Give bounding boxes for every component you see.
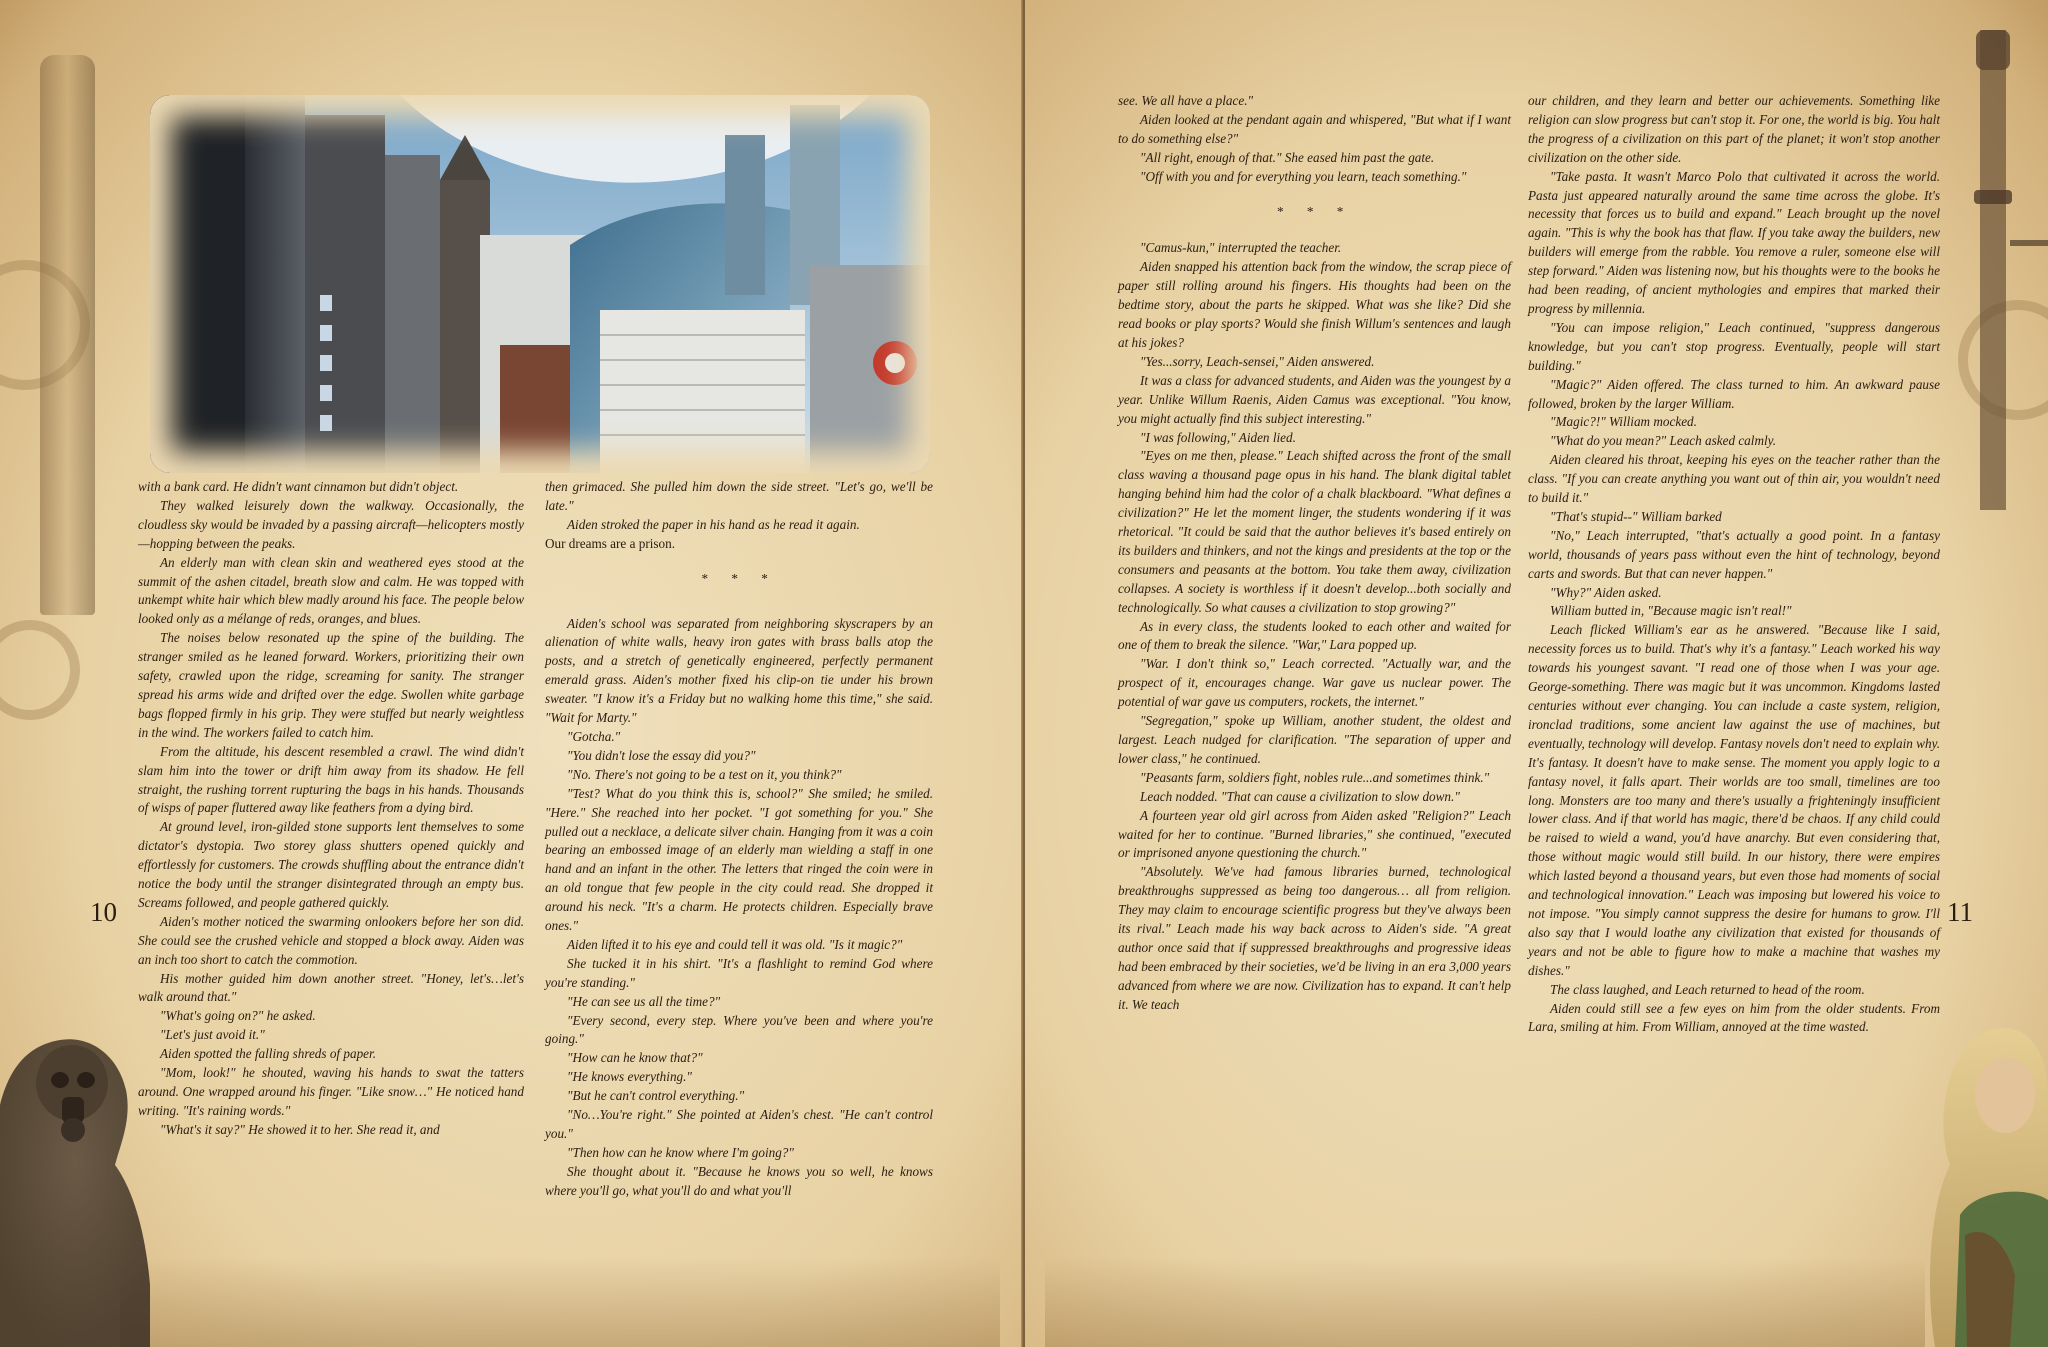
paragraph: "Why?" Aiden asked.: [1550, 584, 1662, 600]
text-column-2: [545, 478, 933, 1201]
paragraph: "Let's just avoid it.": [160, 1027, 265, 1043]
paragraph: with a bank card. He didn't want cinnamon but didn't object.: [138, 479, 459, 494]
paragraph: It was a class for advanced students, and Aiden was the youngest by a year. Unlike Willum Raenis, Aiden Camus was exceptional. "You know, you might actually find this subject interesting.": [1118, 372, 1511, 426]
paragraph: As in every class, the students looked to each other and waited for one of them to break the silence. "War," Lara popped up.: [1118, 618, 1511, 653]
scene-separator: * * *: [1276, 203, 1353, 219]
scene-separator: * * *: [700, 570, 778, 586]
paragraph: From the altitude, his descent resembled a crawl. The wind didn't slam him into the tower or drift him away from its shadow. He fell straight, the rushing torrent rupturing the bags in his hands. Thousands of wisps of paper fluttered away like feathers from a dying bird.: [138, 743, 524, 816]
paragraph: A fourteen year old girl across from Aiden asked "Religion?" Leach waited for her to continue. "Burned libraries," she continued, "executed or imprisoned anyone questioning the church.": [1118, 807, 1511, 861]
paragraph: Aiden snapped his attention back from the window, the scrap piece of paper still rolling around his fingers. His thoughts had been on the bedtime story, about the parts he skipped. What was she like? Did she read books or play sports? Would she finish Willum's sentences and laugh at his jokes?: [1118, 259, 1511, 350]
paragraph: "I was following," Aiden lied.: [1140, 429, 1296, 445]
paragraph: "Magic?!" William mocked.: [1550, 414, 1697, 430]
paragraph: "Peasants farm, soldiers fight, nobles rule...and sometimes think.": [1140, 769, 1490, 785]
paragraph: Aiden cleared his throat, keeping his eyes on the teacher rather than the class. "If you can create anything you want out of thin air, you wouldn't need to build it.": [1528, 452, 1940, 506]
paragraph: then grimaced. She pulled him down the side street. "Let's go, we'll be late.": [545, 479, 933, 513]
paragraph: "No…You're right." She pointed at Aiden's chest. "He can't control you.": [545, 1107, 933, 1141]
paragraph: Aiden spotted the falling shreds of paper.: [160, 1046, 376, 1062]
paragraph: "Take pasta. It wasn't Marco Polo that cultivated it across the world. Pasta just appeared naturally around the same time across the globe. It's necessity that forces us to build and expand." Leach brought up the novel again. "This is why the book has that flaw. If you take away the builders, new builders will emerge from the rabble. You remove a ruler, someone else will step forward." Aiden was listening now, but his thoughts were to the books he had been reading, of ancient mythologies and empires that marked their progress by millennia.: [1528, 168, 1940, 316]
paragraph: The noises below resonated up the spine of the building. The stranger smiled as he leaned forward. Workers, prioritizing their own safety, crawled upon the ridge, screaming for sanity. The stranger spread his arms wide and drifted over the edge. Swollen white garbage bags flopped firmly in his grip. They were stuffed but nearly weightless in the wind. The workers failed to catch him.: [138, 630, 524, 740]
paragraph: William butted in, "Because magic isn't real!": [1550, 603, 1792, 619]
paragraph: At ground level, iron-gilded stone supports lent themselves to some dictator's dystopia. Two storey glass shutters opened quickly and effortlessly for customers. The crowds shuffling about the entrance didn't notice the body until the stranger disintegrated through an empty bus. Screams followed, and people gathered quickly.: [138, 819, 524, 910]
paragraph: The class laughed, and Leach returned to head of the room.: [1550, 981, 1865, 997]
paragraph: His mother guided him down another street. "Honey, let's…let's walk around that.": [138, 970, 524, 1005]
ornament-border: [1045, 1257, 1925, 1347]
paragraph: "War. I don't think so," Leach corrected. "Actually war, and the prospect of it, encourages change. War gave us nuclear power. The potential of war gave us computers, rockets, the internet.": [1118, 656, 1511, 710]
paragraph: "All right, enough of that." She eased him past the gate.: [1140, 149, 1435, 165]
text-column-1: [1118, 92, 1511, 1015]
paragraph: Aiden lifted it to his eye and could tell it was old. "Is it magic?": [567, 936, 903, 952]
elf-girl-illustration: [1905, 985, 2048, 1347]
paragraph: "Mom, look!" he shouted, waving his hands to swat the tatters around. One wrapped around his finger. "Like snow…" He noticed hand writing. "It's raining words.": [138, 1065, 524, 1118]
paragraph: "Eyes on me then, please." Leach shifted across the front of the small class waving a thousand page opus in his hand. The blank digital tablet hanging behind him had the color of a chalk blackboard. "What defines a civilization?" He let the moment linger, the students wondering if it was rhetorical. "It could be said that the author believes it's based entirely on its builders and thinkers, and not the kings and presidents at the top or the consumers and peasants at the bottom. You take them away, civilization collapses. A society is worthless if it doesn't develop...both socially and technologically. So what causes a civilization to stop growing?": [1118, 448, 1511, 615]
column-1-bottom: [1118, 239, 1511, 1014]
paragraph: "No," Leach interrupted, "that's actually a good point. In a fantasy world, thousands of years pass without even the hint of technology, beyond carts and swords. But that can never happen.": [1528, 527, 1940, 581]
gasmask-soldier-illustration: [0, 985, 150, 1347]
city-skyline-photo: [150, 95, 930, 473]
paragraph: "Gotcha.": [567, 728, 621, 744]
column-1-top: [1118, 92, 1511, 187]
column-2-top: [545, 478, 933, 554]
paragraph: An elderly man with clean skin and weathered eyes stood at the summit of the ashen citadel, breath slow and calm. He was topped with unkempt white hair which blew madly around his face. The people below looked only as a mélange of reds, oranges, and blues.: [138, 554, 524, 627]
paragraph: "Magic?" Aiden offered. The class turned to him. An awkward pause followed, broken by the larger William.: [1528, 376, 1940, 411]
paragraph: see. We all have a place.": [1118, 93, 1254, 108]
paragraph: Aiden looked at the pendant again and whispered, "But what if I want to do something else?": [1118, 111, 1511, 146]
column-2-bottom: [545, 615, 933, 1201]
paragraph: Aiden's school was separated from neighboring skyscrapers by an alienation of white walls, heavy iron gates with brass balls atop the posts, and a stretch of genetically engineered, perfectly permanent emerald grass. Aiden's mother fixed his clip-on tie under his brown sweater. "I know it's a Friday but no walking home this time," she said. "Wait for Marty.": [545, 615, 933, 726]
paragraph: "Every second, every step. Where you've been and where you're going.": [545, 1012, 933, 1047]
paragraph: "You didn't lose the essay did you?": [567, 747, 756, 763]
staff-illustration: [1930, 30, 2048, 510]
paragraph: Leach nodded. "That can cause a civilization to slow down.": [1140, 788, 1460, 804]
paragraph: "He can see us all the time?": [567, 993, 721, 1009]
paragraph: "No. There's not going to be a test on it, you think?": [567, 766, 842, 782]
paragraph: "Segregation," spoke up William, another student, the oldest and largest. Leach nudged for clarification. "The separation of upper and lower class," he continued.: [1118, 713, 1511, 766]
pillar-illustration: [40, 55, 95, 615]
paragraph: "He knows everything.": [567, 1069, 692, 1085]
ornament-border: [120, 1257, 1000, 1347]
paragraph: "That's stupid--" William barked: [1550, 508, 1722, 524]
paragraph: our children, and they learn and better our achievements. Something like religion can slow progress but can't stop it. For one, the world is big. You halt the progress of a civilization on this part of the planet; it won't stop another civilization on the other side.: [1528, 93, 1940, 165]
paragraph: They walked leisurely down the walkway. Occasionally, the cloudless sky would be invaded by a passing aircraft—helicopters mostly—hopping between the peaks.: [138, 497, 524, 551]
paragraph: "You can impose religion," Leach continued, "suppress dangerous knowledge, but you can't stop progress. Eventually, people will start building.": [1528, 319, 1940, 373]
page-number-right: 11: [1947, 897, 1973, 927]
paragraph: Aiden stroked the paper in his hand as he read it again.: [567, 516, 860, 532]
paragraph: Aiden's mother noticed the swarming onlookers before her son did. She could see the crushed vehicle and stopped a block away. Aiden was an inch too short to catch the commotion.: [138, 913, 524, 967]
scroll-ornament: [0, 620, 80, 720]
paragraph: "Test? What do you think this is, school?" She smiled; he smiled. "Here." She reached into her pocket. "I got something for you." She pulled out a necklace, a delicate silver chain. Hanging from it was a coin bearing an embossed image of an elderly man wielding a staff in one hand and an infant in the other. The letters that ringed the coin were in an old tongue that few people in the city could read. She dropped it around his neck. "It's a charm. He protects children. Especially brave ones.": [545, 785, 933, 934]
paragraph: "But he can't control everything.": [567, 1088, 745, 1104]
paragraph: "How can he know that?": [567, 1050, 703, 1066]
paragraph: "What do you mean?" Leach asked calmly.: [1550, 433, 1777, 449]
paragraph: "What's going on?" he asked.: [160, 1008, 316, 1024]
paragraph: "What's it say?" He showed it to her. She read it, and: [160, 1121, 440, 1137]
page-number-left: 10: [90, 897, 117, 927]
text-column-2: [1528, 92, 1940, 1037]
paragraph: "Absolutely. We've had famous libraries burned, technological breakthroughs suppressed as being too dangerous… all from religion. They may claim to encourage scientific progress but they've always been its rival." Leach made his way back across to Aiden's side. "A great author once said that if suppressed breakthroughs and progressive ideas had been embraced by their societies, we'd be living in an era 3,000 years advanced from where we are now. Civilization has to expand. It can't help it. We teach: [1118, 864, 1511, 1012]
paragraph: "Yes...sorry, Leach-sensei," Aiden answered.: [1140, 353, 1375, 369]
paragraph: "Then how can he know where I'm going?": [567, 1144, 794, 1160]
paragraph: "Camus-kun," interrupted the teacher.: [1140, 240, 1342, 256]
paragraph: Leach flicked William's ear as he answered. "Because like I said, necessity forces us to build. That's why it's a fantasy." Leach worked his way towards his youngest savant. "I read one of those when I was your age. George-something. There was magic but it was uncommon. Kingdoms lasted centuries without ever changing. You can include a caste system, religion, ironclad traditions, some ancient law against the use of machines, but eventually, technology will develop. Fantasy novels don't need to explain why. It's fantasy. It doesn't have to make sense. The moment you apply logic to a fantasy novel, it falls apart. Their worlds are too small, timelines are too long. Monsters are too many and there's usually a frighteningly insufficient lower class. And if that world has magic, there'd be chaos. If any child could be raised to wield a wand, you'd have anarchy. But even considering that, those without magic would still build. In our history, there were empires which lasted beyond a thousand years, but even those had moments of social and technological innovation." Leach was imposing but lowered his voice to not impose. "You simply cannot suppress the desire for humans to grow. I'll also say that I would loathe any civilization that existed for thousands of years and not be able to figure how to make a machine that washes my dishes.": [1528, 622, 1940, 978]
paragraph: "Off with you and for everything you learn, teach something.": [1140, 168, 1467, 184]
paragraph: Aiden could still see a few eyes on him from the older students. From Lara, smiling at him. From William, annoyed at the time wasted.: [1528, 1000, 1940, 1035]
paragraph: She tucked it in his shirt. "It's a flashlight to remind God where you're standing.": [545, 955, 933, 990]
paragraph: She thought about it. "Because he knows you so well, he knows where you'll go, what you'll do and what you'll: [545, 1163, 933, 1198]
right-page: [1025, 0, 2048, 1347]
paragraph: Our dreams are a prison.: [545, 535, 675, 551]
text-column-1: [138, 478, 524, 1140]
left-page: [0, 0, 1023, 1347]
